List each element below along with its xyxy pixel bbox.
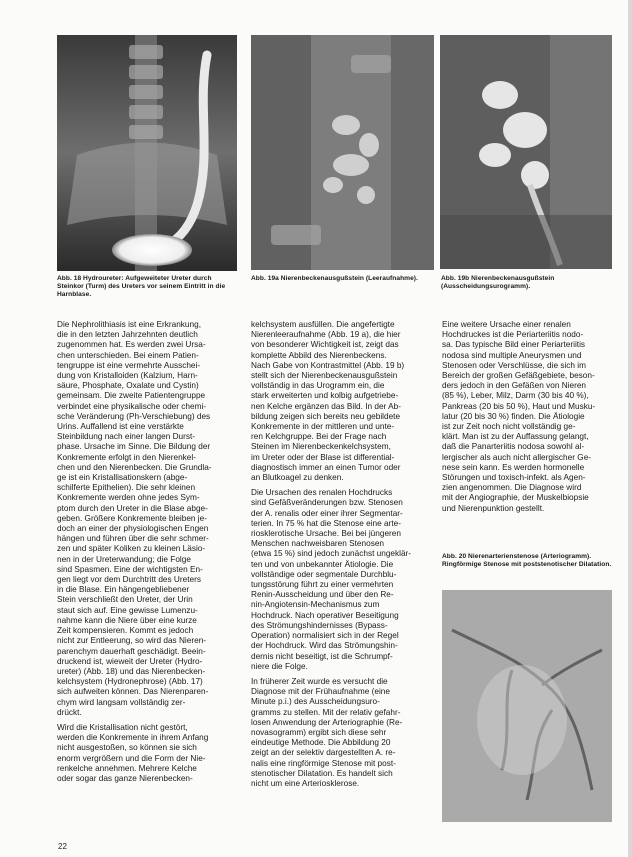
text-line: der Hochdruck. Wird das Strömungshin- bbox=[251, 641, 398, 651]
photo-nierenarterienstenose bbox=[442, 590, 612, 822]
xray-image bbox=[440, 35, 612, 269]
text-line: schilferte Epithelien). Die sehr kleinen bbox=[57, 483, 196, 493]
text-line: ist zur Zeit noch nicht vollständig ge- bbox=[442, 422, 576, 432]
text-line: drückt. bbox=[57, 707, 82, 717]
text-column-3 bbox=[442, 320, 614, 514]
text-line: säure, Phosphate, Oxalate und Cystin) bbox=[57, 381, 199, 391]
text-line: (85 %), Leber, Milz, Darm (30 bis 40 %), bbox=[442, 391, 589, 401]
text-line: Wird die Kristallisation nicht gestört, bbox=[57, 722, 188, 732]
text-column-2 bbox=[251, 320, 433, 789]
text-line: Steinen im Nierenbeckenkelchsystem, bbox=[251, 442, 391, 452]
text-line: Steinbildung nach einer langen Durst- bbox=[57, 432, 196, 442]
text-line: zien angenommen. Die Diagnose wird bbox=[442, 483, 582, 493]
text-line: im Ureter oder der Blase ist differential- bbox=[251, 452, 395, 462]
text-line: oder sogar das ganze Nierenbecken- bbox=[57, 773, 193, 783]
text-line: riosklerotische Ursache. Bei bei jüngeren bbox=[251, 529, 401, 539]
caption-abb19b: Abb. 19b Nierenbeckenausgußstein (Ausscheidungsurogramm). bbox=[441, 275, 555, 291]
text-line: Hochdruckes ist die Periarteriitis nodo- bbox=[442, 330, 584, 340]
text-line: und Nierenpunktion gestellt. bbox=[442, 503, 545, 513]
text-line: daß die Panarteriitis nodosa sowohl al- bbox=[442, 442, 585, 452]
text-line: geben. Größere Konkremente bleiben je- bbox=[57, 513, 207, 523]
text-line: Hochdruck. Nach operativer Beseitigung bbox=[251, 610, 399, 620]
text-line: Die Ursachen des renalen Hochdrucks bbox=[251, 488, 393, 498]
text-line: chen und den Nierenbecken. Die Grundla- bbox=[57, 462, 212, 472]
text-line: Konkremente erfolgt in den Nierenkel- bbox=[57, 452, 196, 462]
text-line: terien. In 75 % hat die Stenose eine arte- bbox=[251, 518, 401, 528]
text-line: mit der Angiographie, der Muskelbiopsie bbox=[442, 493, 589, 503]
text-line: Konkremente werden ohne jedes Sym- bbox=[57, 493, 200, 503]
text-line: niere die Folge. bbox=[251, 661, 308, 671]
text-line: in die Blase. Ein hängengebliebener bbox=[57, 585, 190, 595]
text-line: sich aufweiten können. Das Nierenparen- bbox=[57, 687, 209, 697]
text-line: Urins. Auffallend ist eine verstärkte bbox=[57, 422, 184, 432]
text-line: von besonderer Wichtigkeit ist, zeigt das bbox=[251, 340, 399, 350]
text-line: komplette Abbild des Nierenbeckens. bbox=[251, 350, 387, 360]
text-line: ders jedoch in den Gefäßen von Nieren bbox=[442, 381, 587, 391]
text-line: sche Veränderung (Ph-Verschiebung) des bbox=[57, 411, 211, 421]
text-line: sa. Das typische Bild einer Periarteriitis bbox=[442, 340, 586, 350]
text-line: parenchym dauerhaft geschädigt. Beein- bbox=[57, 646, 206, 656]
text-line: kelchsystem (Hydronephrose) (Abb. 17) bbox=[57, 677, 203, 687]
text-line: Diagnose mit der Frühaufnahme (eine bbox=[251, 687, 390, 697]
photo-nierenbeckenausgusstein-urogramm bbox=[440, 35, 612, 269]
caption-abb19a: Abb. 19a Nierenbeckenausgußstein (Leeraufnahme). bbox=[251, 275, 418, 282]
text-line: staut sich auf. Eine gewisse Lumenzu- bbox=[57, 605, 198, 615]
text-line: zen und später Koliken zu kleinen Läsio- bbox=[57, 544, 206, 554]
text-line: ureter) (Abb. 18) und das Nierenbecken- bbox=[57, 666, 206, 676]
text-line: In früherer Zeit wurde es versucht die bbox=[251, 676, 388, 686]
text-line: nalis eine ringförmige Stenose mit post- bbox=[251, 758, 396, 768]
text-line: diagnostisch immer an einen Tumor oder bbox=[251, 462, 401, 472]
text-line: die in den letzten Jahrzehnten deutlich bbox=[57, 330, 198, 340]
text-line: zeigt an der selektiv dargestellten A. re- bbox=[251, 748, 396, 758]
text-line: Nierenleeraufnahme (Abb. 19 a), die hier bbox=[251, 330, 401, 340]
photo-nierenbeckenausgusstein-leer bbox=[251, 35, 434, 270]
text-line: nen Kelche ergänzen das Bild. In der Ab- bbox=[251, 401, 401, 411]
text-line: Stein verschließt den Ureter, der Urin bbox=[57, 595, 193, 605]
text-line: vollständig in das Urogramm ein, die bbox=[251, 381, 385, 391]
text-line: nahme kann die Niere über eine kurze bbox=[57, 615, 197, 625]
text-line: stenotischer Dilatation. Es handelt sich bbox=[251, 768, 393, 778]
text-line: nicht zur Entleerung, so wird das Nieren- bbox=[57, 636, 207, 646]
text-line: Eine weitere Ursache einer renalen bbox=[442, 320, 571, 329]
text-line: an Blutkoagel zu denken. bbox=[251, 473, 344, 483]
xray-image bbox=[442, 590, 612, 822]
text-line: bildung zeigen sich bereits neu gebildete bbox=[251, 411, 401, 421]
text-line: ren Kelchgruppe. Bei der Frage nach bbox=[251, 432, 387, 442]
text-line: dernis nicht beseitigt, ist die Schrumpf- bbox=[251, 651, 393, 661]
text-line: gemeinsam. Die zweite Patientengruppe bbox=[57, 391, 206, 401]
text-line: nicht um eine Arteriosklerose. bbox=[251, 778, 360, 788]
text-line: Bereich der großen Gefäßgebiete, beson- bbox=[442, 371, 595, 381]
text-line: Operation) normalisiert sich in der Regel bbox=[251, 631, 399, 641]
text-line: ten und von unbekannter Ätiologie. Die bbox=[251, 559, 394, 569]
text-line: dung von Kristalloiden (Kalzium, Harn- bbox=[57, 371, 198, 381]
page-number: 22 bbox=[58, 842, 67, 851]
text-line: (etwa 15 %) sind jedoch zunächst ungeklär- bbox=[251, 549, 412, 559]
text-line: nodosa sind multiple Aneurysmen und bbox=[442, 350, 582, 360]
text-line: doch an einer der physiologischen Engen bbox=[57, 524, 209, 534]
text-line: chen unterschieden. Bei einem Patien- bbox=[57, 350, 199, 360]
caption-abb20: Abb. 20 Nierenarterienstenose (Arteriogramm). Ringförmige Stenose mit poststenotischer Dilatation. bbox=[442, 553, 612, 569]
text-line: hängen und führen über die sehr schmer- bbox=[57, 534, 209, 544]
text-line: ptom durch den Ureter in die Blase abge- bbox=[57, 503, 208, 513]
text-line: Zeit kompensieren. Kommt es jedoch bbox=[57, 626, 194, 636]
text-line: gen liegt vor dem Durchtritt des Ureters bbox=[57, 575, 201, 585]
text-line: kelchsystem ausfüllen. Die angefertigte bbox=[251, 320, 395, 329]
text-line: gramms zu stellen. Mit der relativ gefahr- bbox=[251, 707, 401, 717]
text-line: Konkremente in der mittleren und unte- bbox=[251, 422, 395, 432]
text-line: Stenosen oder Verschlüsse, die sich im bbox=[442, 360, 586, 370]
text-line: tengruppe ist eine vermehrte Ausschei- bbox=[57, 360, 201, 370]
caption-abb18: Abb. 18 Hydroureter: Aufgeweiteter Ureter durch Steinkor (Turm) des Ureters vor seinem Eintritt in die Harnblase. bbox=[57, 275, 226, 299]
text-line: novasogramm) ergibt sich diese sehr bbox=[251, 727, 387, 737]
text-line: der A. renalis oder einer ihrer Segmentar- bbox=[251, 508, 403, 518]
text-column-1 bbox=[57, 320, 239, 784]
text-line: vollständige oder segmentale Durchblu- bbox=[251, 569, 397, 579]
text-line: Die Nephrolithiasis ist eine Erkrankung, bbox=[57, 320, 201, 329]
text-line: nin-Angiotensin-Mechanismus zum bbox=[251, 600, 380, 610]
text-line: Menschen nachweisbaren Stenosen bbox=[251, 539, 385, 549]
text-line: zugenommen hat. Es werden zwei Ursa- bbox=[57, 340, 206, 350]
text-line: stellt sich der Nierenbeckenausgußstein bbox=[251, 371, 398, 381]
xray-image bbox=[57, 35, 237, 271]
text-line: des Strömungshindernisses (Bypass- bbox=[251, 620, 388, 630]
text-line: nen in der Ureterwandung; die Folge bbox=[57, 554, 191, 564]
text-line: stark erweiterten und kolbig aufgetriebe- bbox=[251, 391, 399, 401]
text-line: nicht ausgestoßen, so können sie sich bbox=[57, 743, 197, 753]
text-line: nese sein kann. Es werden hormonelle bbox=[442, 462, 585, 472]
text-line: renkelche annehmen. Mehrere Kelche bbox=[57, 763, 197, 773]
text-line: werden die Konkremente in ihrem Anfang bbox=[57, 733, 209, 743]
text-line: eindeutige Methode. Die Abbildung 20 bbox=[251, 738, 391, 748]
text-line: tungsstörung führt zu einer vermehrten bbox=[251, 580, 394, 590]
text-line: chym wird langsam vollständig zer- bbox=[57, 697, 186, 707]
text-line: enorm vergrößern und die Form der Nie- bbox=[57, 753, 206, 763]
xray-image bbox=[251, 35, 434, 270]
text-line: Renin-Ausscheidung und über den Re- bbox=[251, 590, 394, 600]
text-line: losen Anwendung der Arteriographie (Re- bbox=[251, 717, 403, 727]
text-line: sind Gefäßveränderungen bzw. Stenosen bbox=[251, 498, 403, 508]
text-line: ge ist ein Kristallisationskern (abge- bbox=[57, 473, 188, 483]
text-line: verbindet eine physikalische oder chemi- bbox=[57, 401, 207, 411]
photo-hydroureter bbox=[57, 35, 237, 271]
text-line: Nach Gabe von Kontrastmittel (Abb. 19 b) bbox=[251, 360, 405, 370]
text-line: klärt. Man ist zu der Auffassung gelangt, bbox=[442, 432, 589, 442]
text-line: Minute p.i.) des Ausscheidungsuro- bbox=[251, 697, 380, 707]
text-line: latur (20 bis 30 %) finden. Die Ätiologie bbox=[442, 411, 585, 421]
page-edge bbox=[628, 0, 632, 857]
text-line: Störungen und toxisch-infekt. als Agen- bbox=[442, 473, 586, 483]
text-line: Pankreas (20 bis 50 %), Haut und Musku- bbox=[442, 401, 596, 411]
text-line: druckend ist, wieweit der Ureter (Hydro- bbox=[57, 656, 203, 666]
text-line: lergischer als auch nicht allergischer Ge- bbox=[442, 452, 592, 462]
text-line: phase. Ursache im Sinne. Die Bildung der bbox=[57, 442, 211, 452]
text-line: sind Spasmen. Eine der wichtigsten En- bbox=[57, 564, 203, 574]
